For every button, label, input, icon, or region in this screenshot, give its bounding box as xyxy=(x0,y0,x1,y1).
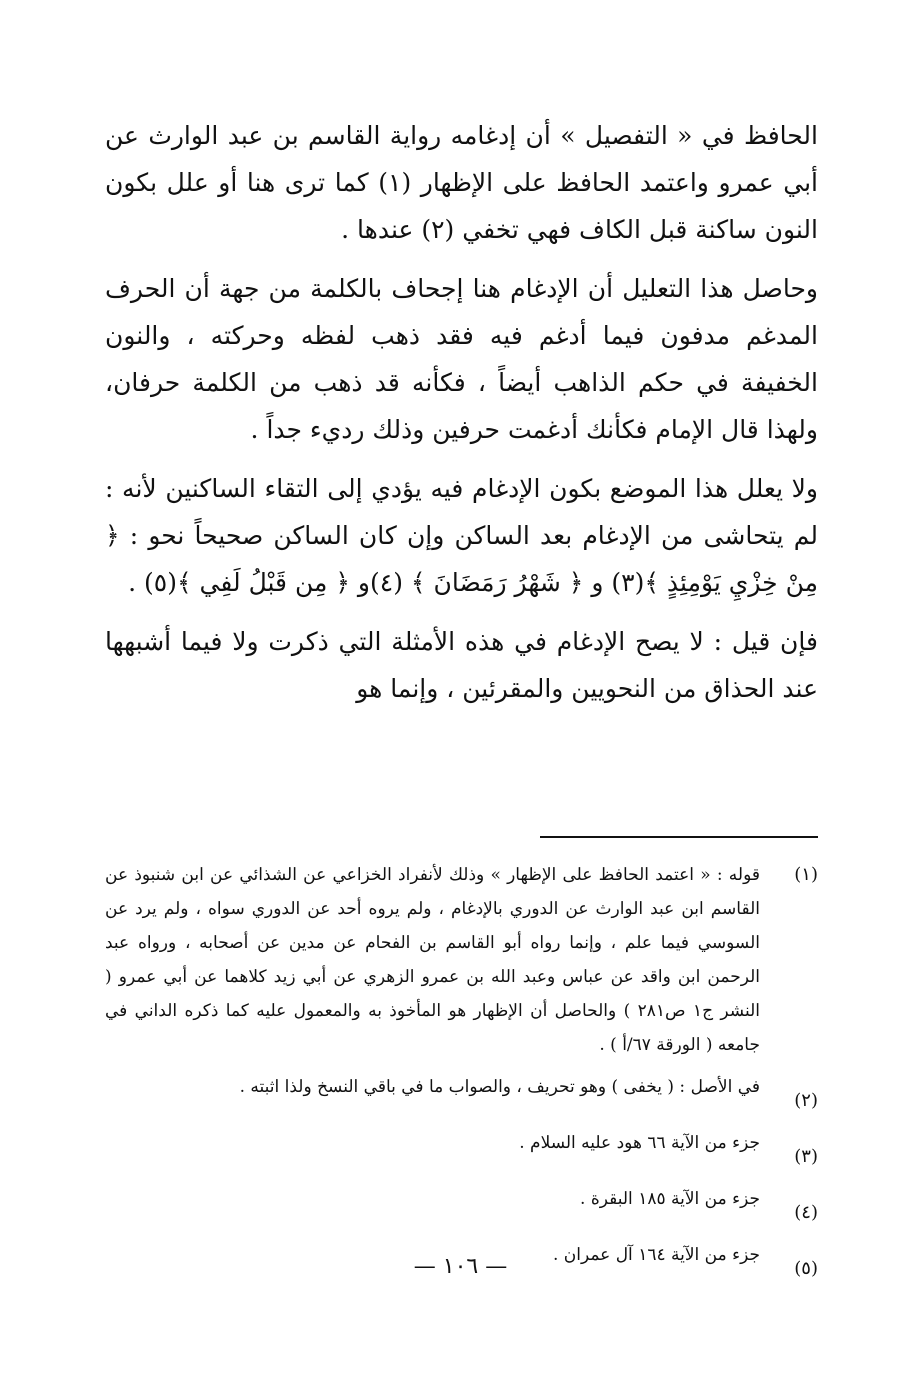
footnote-number: (٣) xyxy=(794,1146,818,1167)
paragraph-1: الحافظ في « التفصيل » أن إدغامه رواية القاسم بن عبد الوارث عن أبي عمرو واعتمد الحافظ على الإظهار (١) كما ترى هنا أو علل بكون النون ساكنة قبل الكاف فهي تخفي (٢) عندها . xyxy=(105,121,818,244)
main-text xyxy=(105,112,818,724)
page-number: — ١٠٦ — xyxy=(413,1254,508,1279)
footnote-number: (١) xyxy=(794,864,818,885)
footnote-text: في الأصل : ( يخفى ) وهو تحريف ، والصواب ما في باقي النسخ ولذا اثبته . xyxy=(239,1077,760,1097)
footnote-1 xyxy=(105,858,818,1062)
paragraph-3: ولا يعلل هذا الموضع بكون الإدغام فيه يؤدي إلى التقاء الساكنين لأنه : لم يتحاشى من الإدغام بعد الساكن وإن كان الساكن صحيحاً نحو : ﴿ مِنْ خِزْيِ يَوْمِئِذٍ ﴾(٣) و ﴿ شَهْرُ رَمَضَانَ ﴾ (٤)و ﴿ مِن قَبْلُ لَفِي ﴾(٥) . xyxy=(105,474,818,597)
footnote-separator xyxy=(540,836,818,838)
footnote-4 xyxy=(105,1182,818,1230)
footnote-number: (٥) xyxy=(794,1258,818,1279)
paragraph-2: وحاصل هذا التعليل أن الإدغام هنا إجحاف بالكلمة من جهة أن الحرف المدغم مدفون فيما أدغم فيه فقد ذهب لفظه وحركته ، والنون الخفيفة في حكم الذاهب أيضاً ، فكأنه قد ذهب من الكلمة حرفان، ولهذا قال الإمام فكأنك أدغمت حرفين وذلك رديء جداً . xyxy=(105,274,818,444)
footnotes xyxy=(105,858,818,1294)
footnote-number: (٤) xyxy=(794,1202,818,1223)
footnote-text: جزء من الآية ١٦٤ آل عمران . xyxy=(552,1245,760,1265)
footnote-text: قوله : « اعتمد الحافظ على الإظهار » وذلك لأنفراد الخزاعي عن الشذائي عن ابن شنبوذ عن القاسم ابن عبد الوارث عن الدوري بالإدغام ، ولم يروه أحد عن الدوري سواه ، ولم يرد عن السوسي فيما علم ، وإنما رواه أبو القاسم بن الفحام عن مدين عن أصحابه ، ورواه عبد الرحمن ابن واقد عن عباس وعبد الله بن عمرو الزهري عن أبي زيد كلاهما عن أبي عمرو ( النشر ج١ ص٢٨١ ) والحاصل أن الإظهار هو المأخوذ به والمعمول عليه كما ذكره الداني في جامعه ( الورقة ٦٧/أ ) . xyxy=(105,865,760,1055)
footnote-text: جزء من الآية ١٨٥ البقرة . xyxy=(580,1189,760,1209)
paragraph-4: فإن قيل : لا يصح الإدغام في هذه الأمثلة التي ذكرت ولا فيما أشبهها عند الحذاق من النحويين والمقرئين ، وإنما هو xyxy=(105,627,818,703)
footnote-2 xyxy=(105,1070,818,1118)
footnote-text: جزء من الآية ٦٦ هود عليه السلام . xyxy=(519,1133,760,1153)
footnote-3 xyxy=(105,1126,818,1174)
footnote-number: (٢) xyxy=(794,1090,818,1111)
